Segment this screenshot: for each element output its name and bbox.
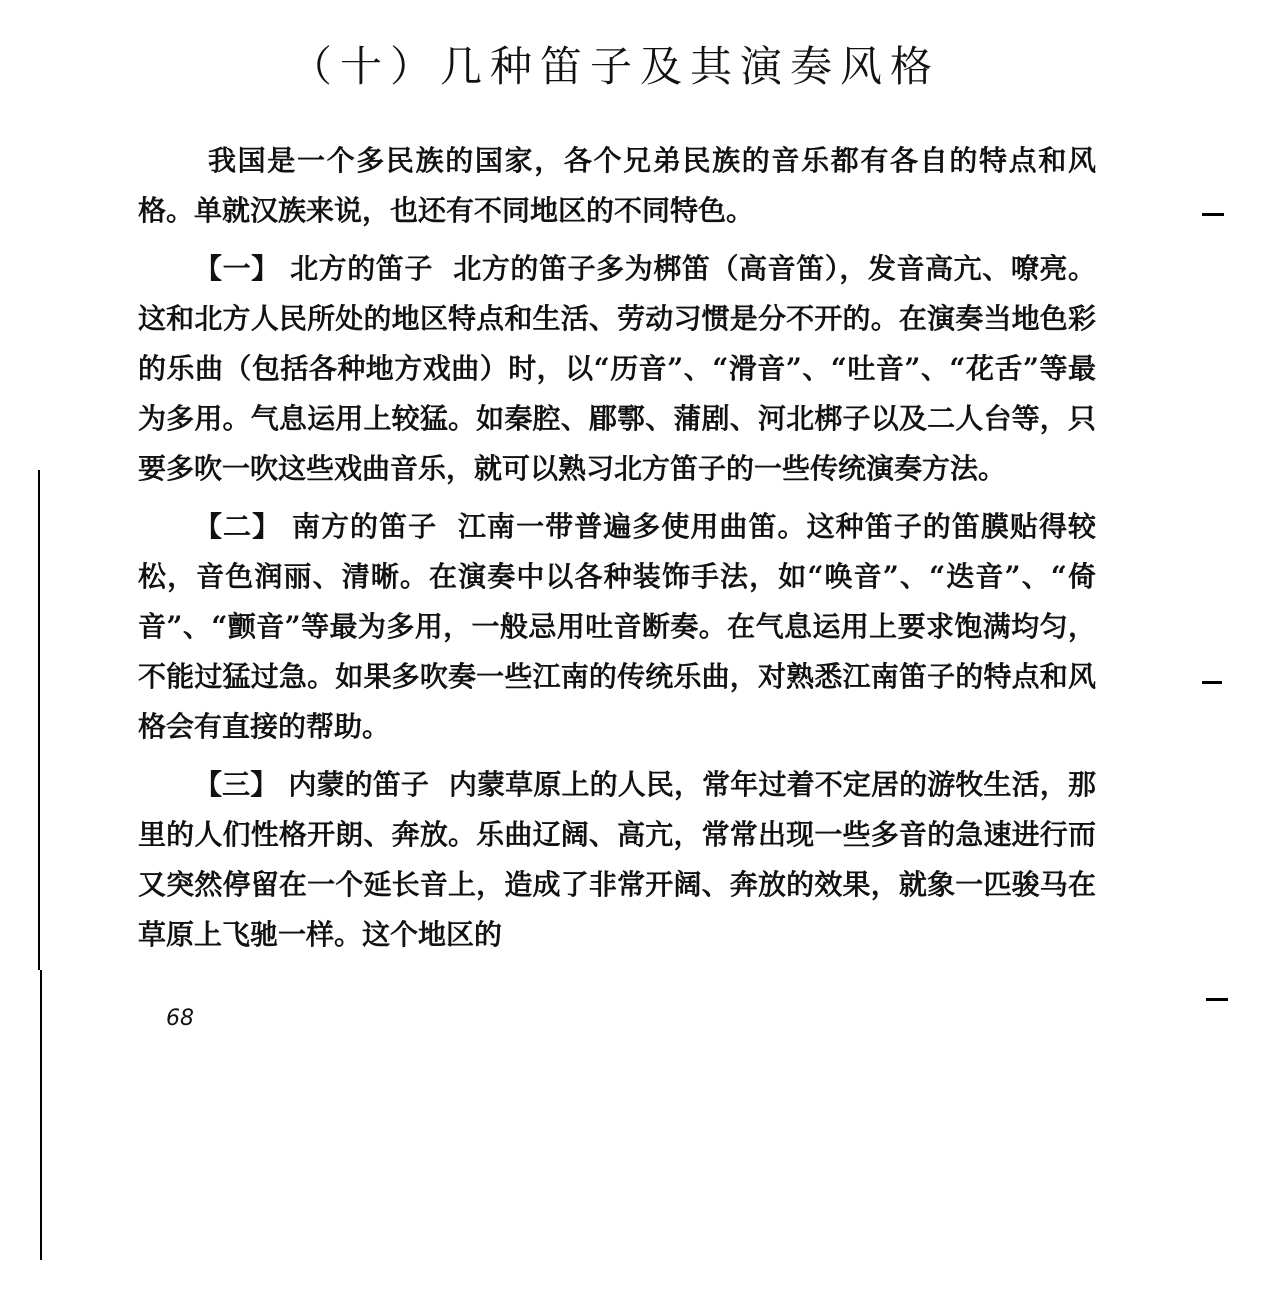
section-heading: 南方的笛子: [291, 510, 438, 543]
section-text: 北方的笛子多为梆笛（高音笛），发音高亢、嘹亮。这和北方人民所处的地区特点和生活、劳动习惯是分不开的。在演奏当地色彩的乐曲（包括各种地方戏曲）时，以“历音”、“滑音”、“吐音”、“花舌”等最为多用。气息运用上较猛。如秦腔、郿鄠、蒲剧、河北梆子以及二人台等，只要多吹一吹这些戏曲音乐，就可以熟习北方笛子的一些传统演奏方法。: [138, 252, 1096, 485]
section-number: 【三】: [194, 768, 279, 801]
scan-edge-line: [38, 470, 40, 970]
section-heading: 内蒙的笛子: [288, 768, 430, 801]
section-number: 【二】: [194, 510, 282, 543]
page-title: （十）几种笛子及其演奏风格: [289, 42, 940, 91]
body-text: [138, 136, 1096, 968]
section-paragraph-north: [138, 244, 1096, 494]
section-text: 内蒙草原上的人民，常年过着不定居的游牧生活，那里的人们性格开朗、奔放。乐曲辽阔、高亢，常常出现一些多音的急速进行而又突然停留在一个延长音上，造成了非常开阔、奔放的效果，就象一匹骏马在草原上飞驰一样。这个地区的: [138, 768, 1096, 951]
section-number: 【一】: [194, 252, 280, 285]
section-heading: 北方的笛子: [290, 252, 433, 285]
intro-paragraph: 我国是一个多民族的国家，各个兄弟民族的音乐都有各自的特点和风格。单就汉族来说，也还有不同地区的不同特色。: [138, 144, 1096, 227]
section-paragraph-inner-mongolia: [138, 760, 1096, 960]
section-text: 江南一带普遍多使用曲笛。这种笛子的笛膜贴得较松，音色润丽、清晰。在演奏中以各种装饰手法，如“唤音”、“迭音”、“倚音”、“颤音”等最为多用，一般忌用吐音断奏。在气息运用上要求饱满均匀，不能过猛过急。如果多吹奏一些江南的传统乐曲，对熟悉江南笛子的特点和风格会有直接的帮助。: [138, 510, 1096, 743]
page-number: 68: [166, 1006, 194, 1031]
section-paragraph-south: [138, 502, 1096, 752]
scan-edge-mark: [1202, 213, 1224, 216]
scan-edge-mark: [1202, 681, 1222, 684]
scan-edge-mark: [1206, 998, 1228, 1001]
scan-edge-line: [40, 970, 42, 1260]
